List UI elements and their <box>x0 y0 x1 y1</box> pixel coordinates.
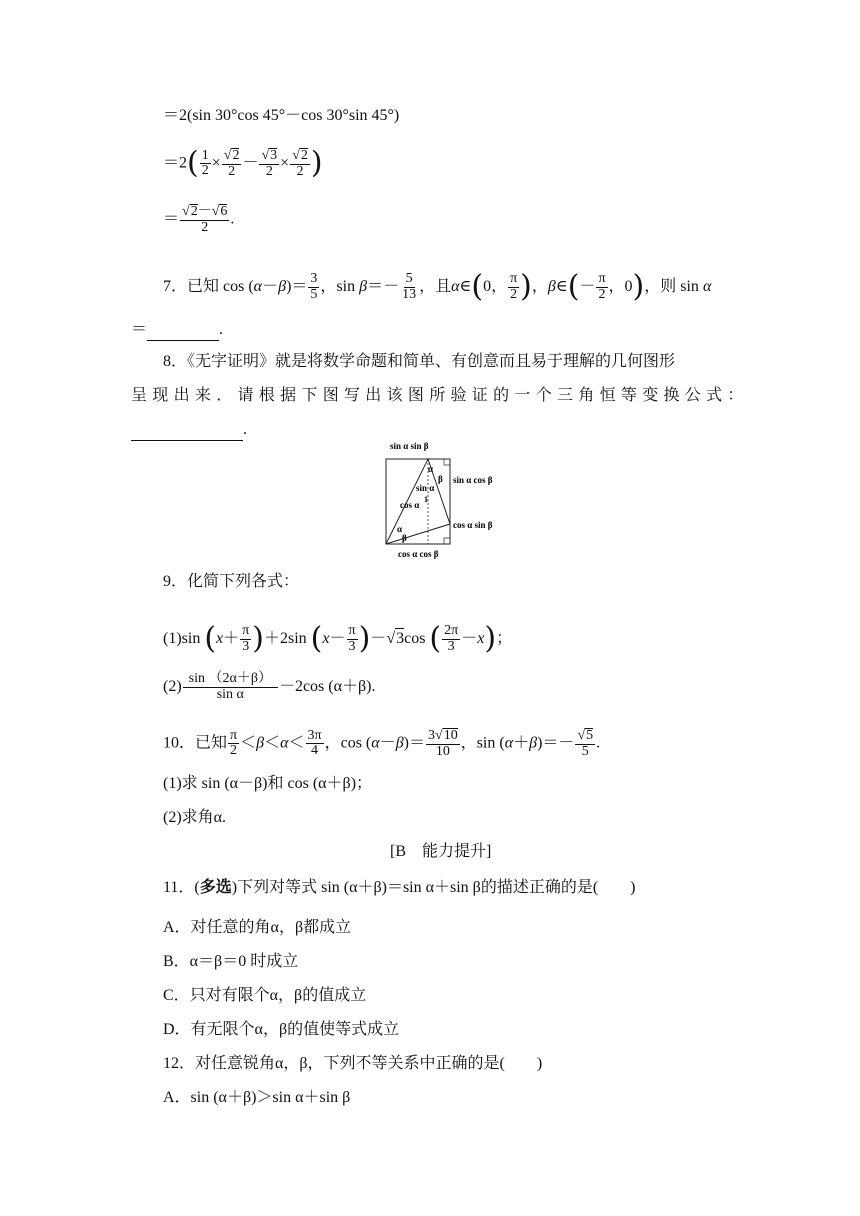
label-one: 1 <box>424 495 428 504</box>
question-12: 12．对任意锐角α，β，下列不等关系中正确的是( ) <box>163 1055 543 1072</box>
q11-option-b[interactable]: B．α＝β＝0 时成立 <box>163 953 299 970</box>
label-bottom: cos α cos β <box>398 549 439 559</box>
question-10-part-2: (2)求角α. <box>163 809 227 826</box>
fraction: √ $\frac{3}{2}$ <box>259 148 279 179</box>
fraction: √ $\frac{2-√ 6}{2}$ <box>180 204 229 235</box>
q11-option-d[interactable]: D．有无限个α，β的值使等式成立 <box>163 1021 400 1038</box>
question-11: 11．(多选)下列对等式 sin (α＋β)＝sin α＋sin β的描述正确的是( ) <box>163 879 636 896</box>
q12-option-a[interactable]: A．sin (α＋β)＞sin α＋sin β <box>163 1089 351 1106</box>
fraction: √ $\frac{2}{2}$ <box>290 148 310 179</box>
label-inner-cos: cos α <box>400 500 420 510</box>
question-8-answer-line: . <box>131 420 247 441</box>
calc-line-1: ＝2(sin 30°cos 45°－cos 30°sin 45°) <box>163 107 400 124</box>
question-10: 10．已知 $\frac{\pi}{2}$ ＜β＜α＜ $\frac{3\pi}{4}$ ，cos (α－β)＝ $\frac{3√ 10}{10}$ ，sin (α＋β)＝－ √ $\frac{5}{5}$ . <box>163 728 600 759</box>
label-inner-sin: sin α <box>416 483 435 493</box>
fraction: √ $\frac{2}{2}$ <box>222 148 242 179</box>
question-7-answer-line: ＝ . <box>131 320 223 341</box>
answer-blank[interactable] <box>147 320 219 341</box>
question-9-title: 9．化简下列各式： <box>163 573 300 590</box>
label-top: sin α sin β <box>390 441 429 451</box>
q11-option-a[interactable]: A．对任意的角α，β都成立 <box>163 919 352 936</box>
label-right-1: sin α cos β <box>453 475 493 485</box>
multi-choice-tag: 多选 <box>199 879 232 896</box>
proof-without-words-figure <box>380 440 520 565</box>
label-alpha: α <box>397 524 403 534</box>
label-right-2: cos α sin β <box>453 520 493 530</box>
label-alpha-top: α <box>428 464 434 474</box>
fraction: $\frac{1}{2}$ <box>201 147 209 179</box>
answer-blank[interactable] <box>131 420 243 441</box>
question-8-line-2: 呈现出来．请根据下图写出该图所验证的一个三角恒等变换公式： <box>131 387 749 404</box>
q11-option-c[interactable]: C．只对有限个α，β的值成立 <box>163 987 367 1004</box>
calc-line-3: ＝ √ $\frac{2-√ 6}{2}$ . <box>163 204 234 235</box>
question-10-part-1: (1)求 sin (α－β)和 cos (α＋β)； <box>163 775 373 792</box>
question-9-part-1: (1)sin (x＋ $\frac{\pi}{3}$ )＋2sin (x－ $\frac{\pi}{3}$ )－√ 3cos ( $\frac{2\pi}{3}$ －x)； <box>163 624 512 654</box>
question-7: 7．已知 cos (α－β)＝ $\frac{3}{5}$ ，sin β＝－ $\frac{5}{13}$ ，且α∈(0， $\frac{\pi}{2}$ )，β∈(－ $\frac{\pi}{2}$ ，0)，则 sin α <box>163 269 712 305</box>
section-b-heading: [B 能力提升] <box>390 843 492 860</box>
label-beta: β <box>402 533 407 543</box>
label-beta-top: β <box>438 474 443 484</box>
calc-line-2: ＝2( $\frac{1}{2}$ × √ $\frac{2}{2}$ － √ $\frac{3}{2}$ × √ $\frac{2}{2}$ ) <box>163 148 323 179</box>
question-8-line-1: 8．《无字证明》就是将数学命题和简单、有创意而且易于理解的几何图形 <box>163 353 676 370</box>
question-9-part-2: (2) $\frac{\sin (2\alpha+\beta)}{\text{sin α}}$ －2cos (α＋β). <box>163 671 376 702</box>
